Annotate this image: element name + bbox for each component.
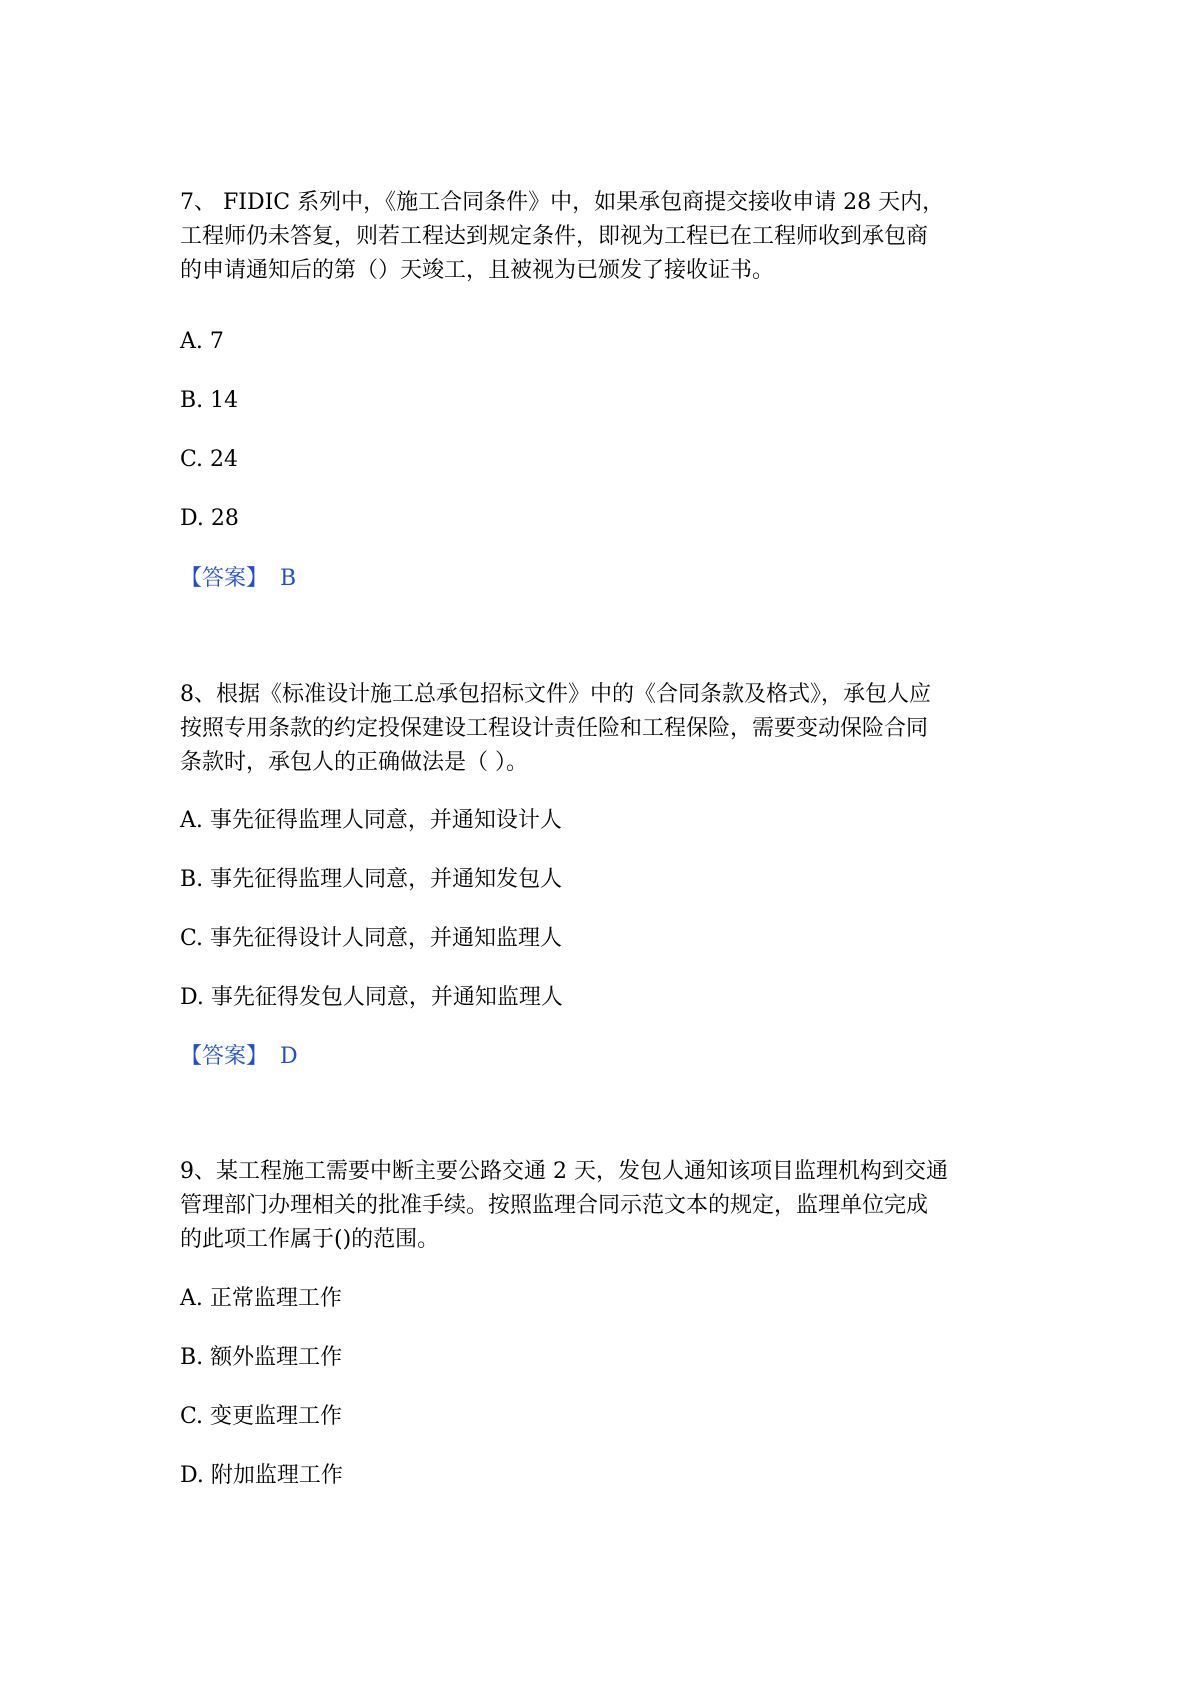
q8-option-d: D. 事先征得发包人同意，并通知监理人 [180, 985, 563, 1010]
q8-stem-line-1: 8、根据《标准设计施工总承包招标文件》中的《合同条款及格式》，承包人应 [180, 682, 931, 707]
q7-option-b: B. 14 [180, 388, 239, 413]
q9-stem-line-2: 管理部门办理相关的批准手续。按照监理合同示范文本的规定，监理单位完成 [180, 1193, 929, 1218]
q8-option-a: A. 事先征得监理人同意，并通知设计人 [180, 808, 562, 833]
q8-option-b: B. 事先征得监理人同意，并通知发包人 [180, 867, 563, 892]
q9-option-b: B. 额外监理工作 [180, 1345, 343, 1370]
q7-stem-line-2: 工程师仍未答复，则若工程达到规定条件，即视为工程已在工程师收到承包商 [180, 224, 929, 249]
q9-option-c: C. 变更监理工作 [180, 1404, 343, 1429]
q7-stem-line-3: 的申请通知后的第（）天竣工，且被视为已颁发了接收证书。 [180, 258, 775, 283]
q8-answer-value: D [280, 1044, 298, 1069]
q8-stem-line-3: 条款时，承包人的正确做法是（ ）。 [180, 750, 528, 775]
q7-answer-value: B [280, 566, 297, 591]
q8-option-c: C. 事先征得设计人同意，并通知监理人 [180, 926, 563, 951]
q8-answer [180, 1041, 298, 1073]
q7-option-c: C. 24 [180, 447, 239, 472]
q9-stem-line-3: 的此项工作属于()的范围。 [180, 1227, 440, 1252]
q9-stem-line-1: 9、某工程施工需要中断主要公路交通 2 天，发包人通知该项目监理机构到交通 [180, 1159, 948, 1184]
q7-answer [180, 563, 296, 595]
q7-option-d: D. 28 [180, 506, 239, 531]
q7-option-a: A. 7 [180, 329, 224, 354]
q7-stem-line-1: 7、 FIDIC 系列中，《施工合同条件》中，如果承包商提交接收申请 28 天内， [180, 190, 945, 215]
q7-answer-label: 【答案】 [180, 566, 269, 591]
q8-answer-label: 【答案】 [180, 1044, 269, 1069]
q9-option-a: A. 正常监理工作 [180, 1286, 342, 1311]
q8-stem-line-2: 按照专用条款的约定投保建设工程设计责任险和工程保险，需要变动保险合同 [180, 716, 929, 741]
q9-option-d: D. 附加监理工作 [180, 1463, 343, 1488]
